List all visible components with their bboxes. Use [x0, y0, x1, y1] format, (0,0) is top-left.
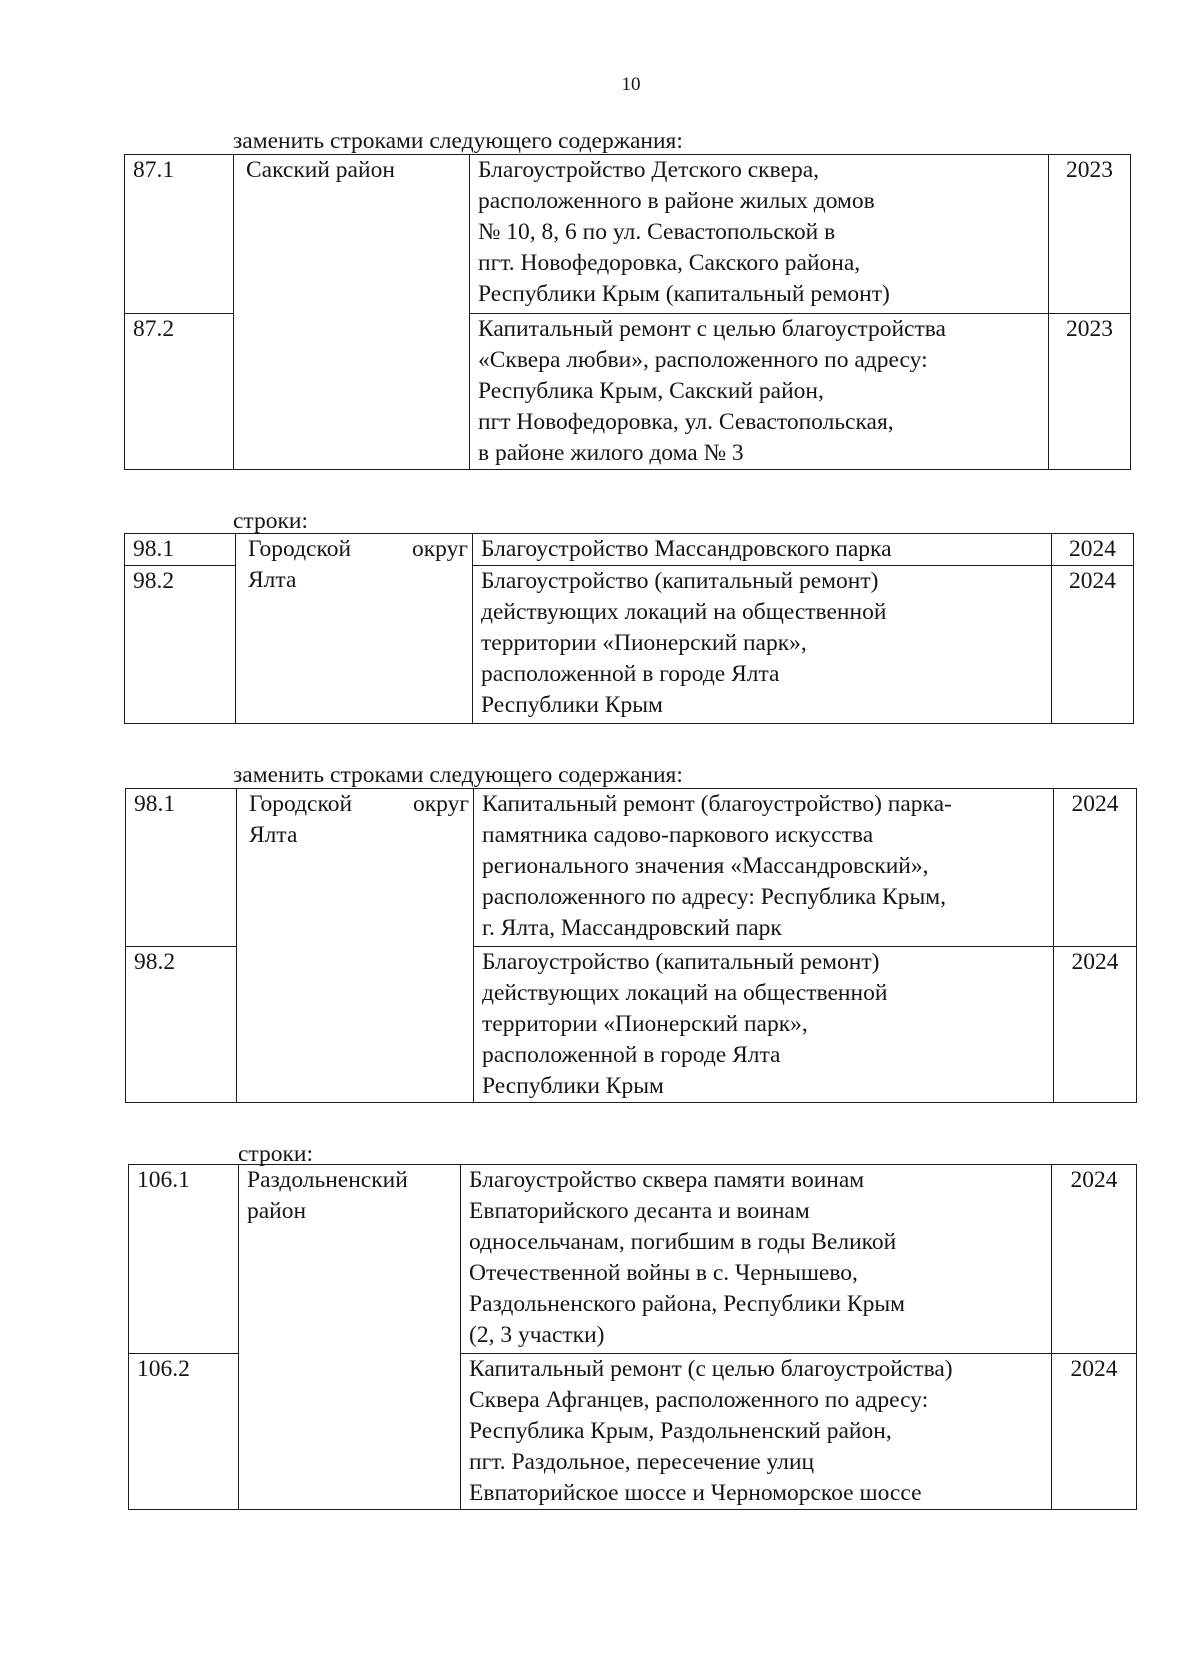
district-name: район: [247, 1198, 307, 1224]
row-number: 87.2: [125, 314, 234, 470]
description-line: Благоустройство сквера памяти воинам: [469, 1167, 865, 1193]
description-cell: [474, 947, 1054, 1103]
description-line: Благоустройство (капитальный ремонт): [482, 949, 880, 975]
description-line: Сквера Афганцев, расположенного по адресу:: [469, 1387, 929, 1413]
description-line: расположенной в городе Ялта: [481, 661, 780, 687]
district-name: округ: [412, 536, 468, 562]
district-cell: [237, 789, 474, 1103]
year-cell: 2024: [1052, 534, 1134, 566]
description-line: памятника садово-паркового искусства: [482, 822, 874, 848]
description-line: Отечественной войны в с. Чернышево,: [469, 1260, 858, 1286]
description-line: расположенного по адресу: Республика Крым,: [482, 884, 946, 910]
section-caption: строки:: [238, 1141, 314, 1167]
year-cell: 2024: [1054, 947, 1137, 1103]
table-row: [129, 1165, 1137, 1354]
district-name: Сакский район: [246, 157, 395, 183]
section-caption: заменить строками следующего содержания:: [233, 128, 683, 154]
description-line: пгт. Раздольное, пересечение улиц: [469, 1449, 815, 1475]
row-number: 98.1: [126, 789, 237, 947]
description-cell: [461, 1165, 1052, 1354]
description-line: Благоустройство (капитальный ремонт): [481, 568, 879, 594]
amendment-table: [128, 1164, 1137, 1510]
description-line: Республики Крым: [482, 1073, 664, 1099]
description-cell: [461, 1354, 1052, 1510]
year-cell: 2024: [1054, 789, 1137, 947]
description-line: территории «Пионерский парк»,: [482, 1011, 808, 1037]
description-line: расположенной в городе Ялта: [482, 1042, 781, 1068]
district-name: Городской: [248, 536, 352, 562]
description-cell: [474, 789, 1054, 947]
description-line: Раздольненского района, Республики Крым: [469, 1291, 905, 1317]
page-number: 10: [621, 74, 641, 95]
year-cell: 2024: [1052, 1165, 1137, 1354]
amendment-table: [125, 788, 1137, 1103]
year-cell: 2024: [1052, 1354, 1137, 1510]
description-line: г. Ялта, Массандровский парк: [482, 915, 782, 941]
row-number: 106.2: [129, 1354, 239, 1510]
description-line: Республики Крым (капитальный ремонт): [478, 281, 890, 307]
description-cell: [473, 566, 1052, 724]
district-name: Раздольненский: [247, 1167, 408, 1193]
row-number: 106.1: [129, 1165, 239, 1354]
section-caption: заменить строками следующего содержания:: [233, 762, 683, 788]
year-cell: 2023: [1049, 155, 1131, 314]
row-number: 98.2: [125, 566, 236, 724]
description-cell: [470, 155, 1049, 314]
district-name: округ: [413, 791, 469, 817]
description-line: в районе жилого дома № 3: [478, 440, 744, 466]
table-row: [125, 534, 1134, 566]
description-line: Капитальный ремонт (с целью благоустройства): [469, 1356, 953, 1382]
description-line: Капитальный ремонт с целью благоустройства: [478, 316, 946, 342]
table-row: [125, 155, 1131, 314]
row-number: 98.1: [125, 534, 236, 566]
year-cell: 2024: [1052, 566, 1134, 724]
description-line: (2, 3 участки): [469, 1322, 605, 1348]
amendment-table: [124, 154, 1131, 470]
description-line: № 10, 8, 6 по ул. Севастопольской в: [478, 219, 836, 245]
district-name: Ялта: [248, 567, 297, 593]
description-line: Республика Крым, Сакский район,: [478, 378, 824, 404]
description-line: Капитальный ремонт (благоустройство) парка-: [482, 791, 952, 817]
description-line: территории «Пионерский парк»,: [481, 630, 807, 656]
district-cell: [239, 1165, 461, 1510]
table-row: [126, 789, 1137, 947]
district-cell: [234, 155, 470, 470]
description-line: односельчанам, погибшим в годы Великой: [469, 1229, 897, 1255]
description-cell: [470, 314, 1049, 470]
description-line: регионального значения «Массандровский»,: [482, 853, 929, 879]
district-line: [249, 789, 469, 820]
amendment-table: [124, 533, 1134, 724]
year-cell: 2023: [1049, 314, 1131, 470]
description-line: «Сквера любви», расположенного по адресу:: [478, 347, 928, 373]
description-cell: [473, 534, 1052, 566]
description-line: Евпаторийского десанта и воинам: [469, 1198, 810, 1224]
district-name: Ялта: [249, 822, 298, 848]
description-line: Республика Крым, Раздольненский район,: [469, 1418, 892, 1444]
section-caption: строки:: [233, 508, 309, 534]
description-line: действующих локаций на общественной: [482, 980, 888, 1006]
district-cell: [236, 534, 473, 724]
description-line: Евпаторийское шоссе и Черноморское шоссе: [469, 1480, 922, 1506]
description-line: Республики Крым: [481, 692, 663, 718]
description-line: действующих локаций на общественной: [481, 599, 887, 625]
description-line: Благоустройство Массандровского парка: [481, 536, 892, 562]
district-line: [248, 534, 468, 565]
row-number: 98.2: [126, 947, 237, 1103]
description-line: пгт Новофедоровка, ул. Севастопольская,: [478, 409, 894, 435]
row-number: 87.1: [125, 155, 234, 314]
description-line: пгт. Новофедоровка, Сакского района,: [478, 250, 861, 276]
description-line: Благоустройство Детского сквера,: [478, 157, 820, 183]
description-line: расположенного в районе жилых домов: [478, 188, 875, 214]
district-name: Городской: [249, 791, 353, 817]
